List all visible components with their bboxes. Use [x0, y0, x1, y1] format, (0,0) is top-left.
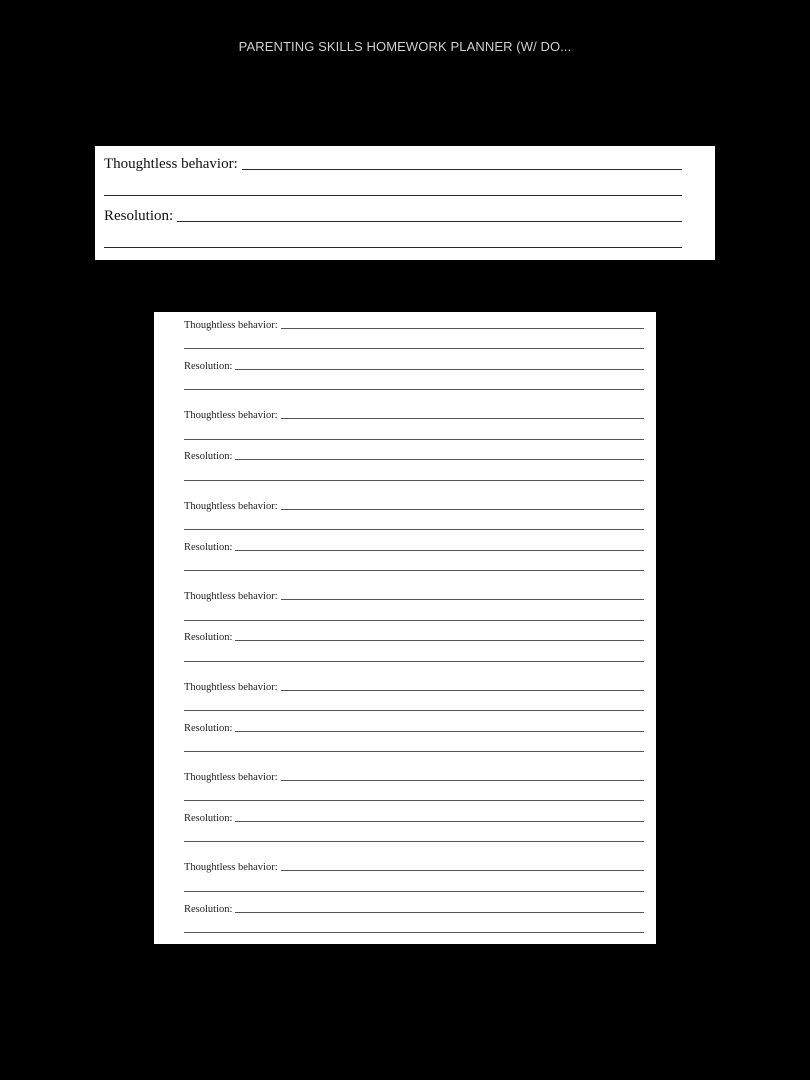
writing-line	[184, 932, 644, 933]
worksheet-page[interactable]	[154, 312, 656, 944]
writing-line	[184, 570, 644, 571]
behavior-field	[184, 679, 644, 693]
behavior-label: Thoughtless behavior:	[184, 501, 278, 512]
resolution-field	[184, 810, 644, 824]
writing-line	[281, 509, 644, 510]
resolution-field	[104, 204, 682, 224]
resolution-label: Resolution:	[184, 904, 233, 915]
writing-line	[281, 418, 644, 419]
writing-line	[235, 821, 644, 822]
behavior-field	[104, 152, 682, 172]
writing-line	[242, 169, 682, 170]
behavior-label: Thoughtless behavior:	[184, 410, 278, 421]
writing-line	[184, 348, 644, 349]
writing-line	[281, 690, 644, 691]
behavior-field	[184, 588, 644, 602]
writing-line	[184, 751, 644, 752]
writing-line	[235, 459, 644, 460]
writing-line	[184, 800, 644, 801]
behavior-field	[184, 317, 644, 331]
writing-line	[184, 389, 644, 390]
writing-line	[235, 550, 644, 551]
writing-line	[104, 195, 682, 196]
resolution-label: Resolution:	[184, 723, 233, 734]
writing-line	[104, 247, 682, 248]
writing-line	[235, 731, 644, 732]
writing-line	[184, 891, 644, 892]
behavior-label: Thoughtless behavior:	[104, 156, 238, 172]
resolution-field	[184, 629, 644, 643]
resolution-field	[184, 901, 644, 915]
writing-line	[235, 369, 644, 370]
writing-line	[281, 870, 644, 871]
writing-line	[184, 480, 644, 481]
writing-line	[184, 661, 644, 662]
writing-line	[184, 439, 644, 440]
writing-line	[281, 780, 644, 781]
writing-line	[184, 841, 644, 842]
writing-line	[177, 221, 682, 222]
resolution-label: Resolution:	[184, 542, 233, 553]
resolution-field	[184, 448, 644, 462]
behavior-label: Thoughtless behavior:	[184, 591, 278, 602]
resolution-field	[184, 539, 644, 553]
document-title: PARENTING SKILLS HOMEWORK PLANNER (W/ DO...	[238, 39, 572, 54]
writing-line	[184, 710, 644, 711]
behavior-field	[184, 859, 644, 873]
behavior-field	[184, 769, 644, 783]
behavior-label: Thoughtless behavior:	[184, 320, 278, 331]
resolution-label: Resolution:	[104, 208, 174, 224]
resolution-label: Resolution:	[184, 813, 233, 824]
writing-line	[184, 620, 644, 621]
writing-line	[281, 599, 644, 600]
resolution-field	[184, 358, 644, 372]
behavior-label: Thoughtless behavior:	[184, 862, 278, 873]
resolution-label: Resolution:	[184, 632, 233, 643]
writing-line	[235, 912, 644, 913]
zoomed-snippet[interactable]	[95, 146, 715, 260]
behavior-field	[184, 407, 644, 421]
behavior-label: Thoughtless behavior:	[184, 682, 278, 693]
resolution-label: Resolution:	[184, 451, 233, 462]
resolution-field	[184, 720, 644, 734]
behavior-label: Thoughtless behavior:	[184, 772, 278, 783]
resolution-label: Resolution:	[184, 361, 233, 372]
writing-line	[184, 529, 644, 530]
writing-line	[235, 640, 644, 641]
writing-line	[281, 328, 644, 329]
behavior-field	[184, 498, 644, 512]
